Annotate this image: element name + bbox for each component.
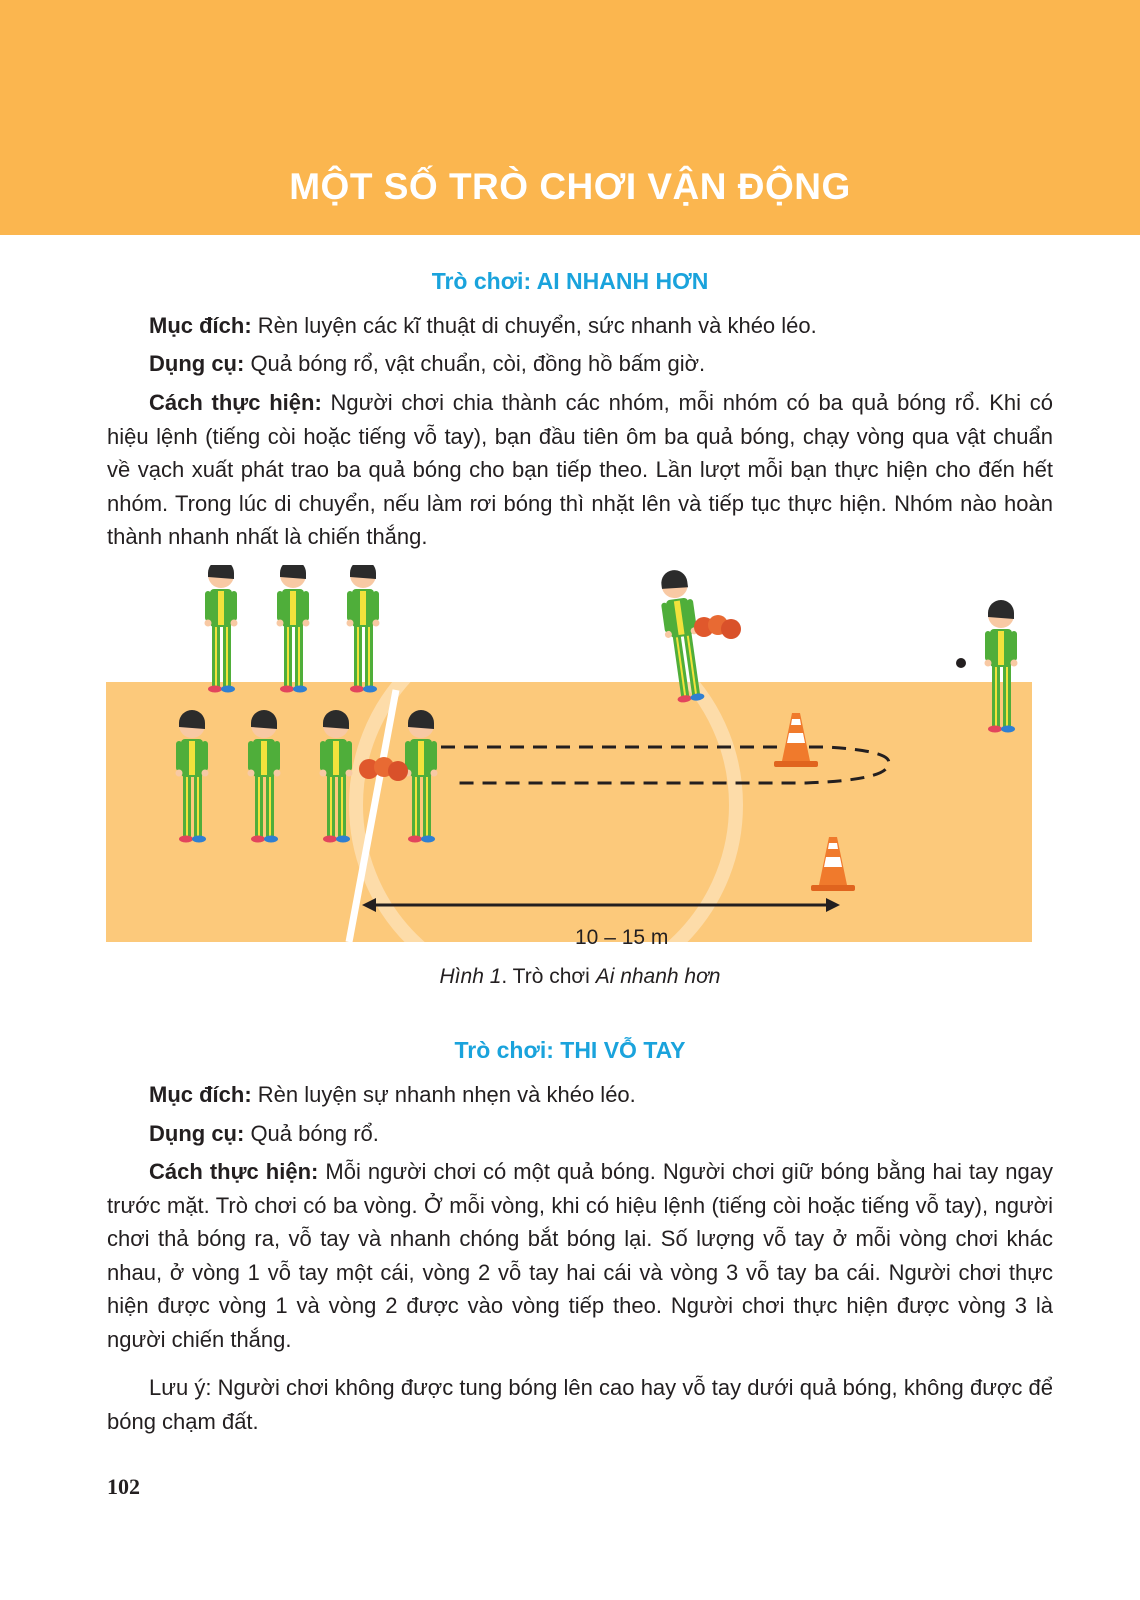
game2-equipment bbox=[107, 1117, 1053, 1151]
caption-prefix: Hình 1 bbox=[439, 965, 502, 988]
chapter-title: MỘT SỐ TRÒ CHƠI VẬN ĐỘNG bbox=[289, 166, 851, 207]
kid-figure bbox=[277, 565, 310, 693]
method-text: Mỗi người chơi có một quả bóng. Người chơi giữ bóng bằng hai tay ngay trước mặt. Trò chơi có ba vòng. Ở mỗi vòng, khi có hiệu lệnh (tiếng còi hoặc tiếng vỗ tay), người chơi thả bóng ra, vỗ tay và nhanh chóng bắt bóng lại. Số lượng vỗ tay ở mỗi vòng chơi khác nhau, ở vòng 1 vỗ tay một cái, vòng 2 vỗ tay hai cái và vòng 3 vỗ tay ba cái. Người chơi thực hiện được vòng 1 và vòng 2 được vào vòng tiếp theo. Người chơi thực hiện được vòng 3 là người chiến thắng. bbox=[107, 1159, 1053, 1352]
purpose-text: Rèn luyện các kĩ thuật di chuyển, sức nhanh và khéo léo. bbox=[251, 313, 817, 338]
equipment-text: Quả bóng rổ, vật chuẩn, còi, đồng hồ bấm giờ. bbox=[244, 351, 706, 376]
distance-label: 10 – 15 m bbox=[575, 926, 669, 949]
game1-title: Trò chơi: AI NHANH HƠN bbox=[431, 268, 709, 294]
figure-caption bbox=[0, 965, 1140, 989]
game2-purpose bbox=[107, 1078, 1053, 1112]
method-label: Cách thực hiện: bbox=[149, 390, 322, 415]
method-label: Cách thực hiện: bbox=[149, 1159, 319, 1184]
game2-title: Trò chơi: THI VỖ TAY bbox=[454, 1037, 686, 1063]
equipment-label: Dụng cụ: bbox=[149, 1121, 245, 1146]
game1-equipment bbox=[107, 347, 1053, 381]
game1-method bbox=[107, 386, 1053, 554]
method-text: Người chơi chia thành các nhóm, mỗi nhóm có ba quả bóng rổ. Khi có hiệu lệnh (tiếng còi hoặc tiếng vỗ tay), bạn đầu tiên ôm ba quả bóng, chạy vòng qua vật chuẩn về vạch xuất phát trao ba quả bóng cho bạn tiếp theo. Lần lượt mỗi bạn thực hiện cho đến hết nhóm. Trong lúc di chuyển, nếu làm rơi bóng thì nhặt lên và tiếp tục thực hiện. Nhóm nào hoàn thành nhanh nhất là chiến thắng. bbox=[107, 390, 1053, 549]
stopwatch-icon bbox=[956, 658, 966, 668]
game2-method bbox=[107, 1155, 1053, 1356]
game2-note: Lưu ý: Người chơi không được tung bóng lên cao hay vỗ tay dưới quả bóng, không được để bóng chạm đất. bbox=[107, 1375, 1053, 1434]
equipment-text: Quả bóng rổ. bbox=[244, 1121, 379, 1146]
game1-purpose bbox=[107, 309, 1053, 343]
chapter-header bbox=[0, 0, 1140, 235]
kid-figure bbox=[347, 565, 380, 693]
field bbox=[106, 682, 1032, 942]
purpose-text: Rèn luyện sự nhanh nhẹn và khéo léo. bbox=[251, 1082, 636, 1107]
ball-icon bbox=[388, 761, 408, 781]
equipment-label: Dụng cụ: bbox=[149, 351, 245, 376]
caption-sep: . Trò chơi bbox=[501, 965, 596, 988]
purpose-label: Mục đích: bbox=[149, 313, 252, 338]
ball-icon bbox=[721, 619, 741, 639]
caption-name: Ai nhanh hơn bbox=[595, 965, 721, 988]
purpose-label: Mục đích: bbox=[149, 1082, 252, 1107]
kid-figure bbox=[205, 565, 238, 693]
page-number: 102 bbox=[107, 1474, 140, 1499]
